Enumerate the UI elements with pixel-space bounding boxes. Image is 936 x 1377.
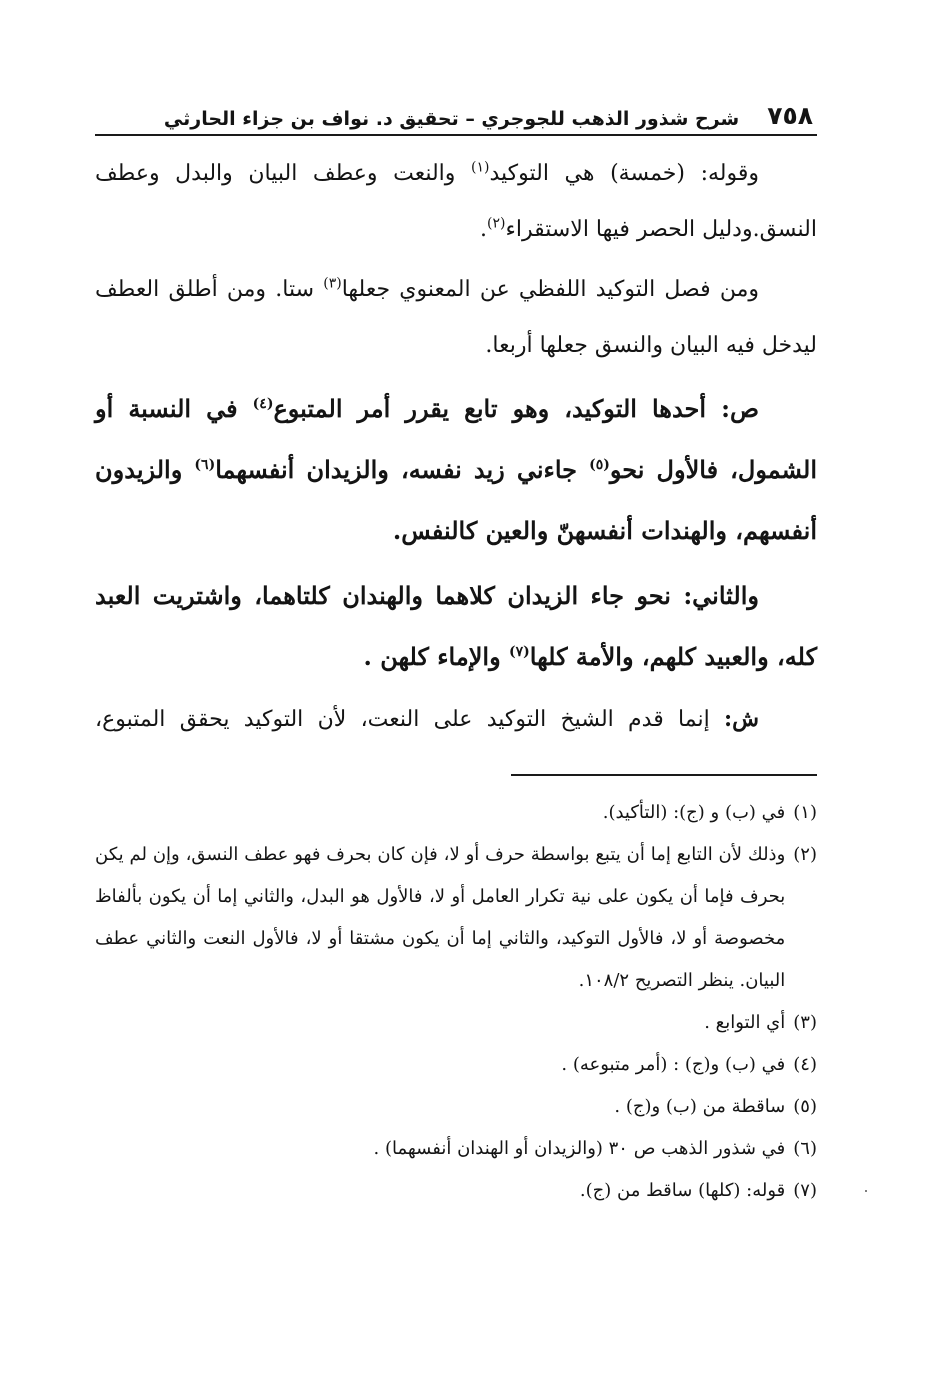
footnote-item bbox=[95, 1128, 817, 1170]
main-text bbox=[95, 146, 817, 748]
text-segment: ستا. ومن أطلق العطف ليدخل فيه البيان والنسق جعلها أربعا. bbox=[95, 277, 817, 358]
text-segment: إنما قدم الشيخ التوكيد على النعت، لأن التوكيد يحقق المتبوع، bbox=[95, 707, 725, 732]
paragraph-p3 bbox=[95, 378, 817, 561]
text-segment: . bbox=[480, 217, 488, 242]
footnote-item bbox=[95, 1086, 817, 1128]
footnote-divider bbox=[511, 774, 817, 776]
footnote-reference[interactable]: (٣) bbox=[323, 275, 342, 292]
footnote-reference[interactable]: (٦) bbox=[194, 457, 216, 473]
book-page bbox=[95, 90, 817, 1290]
footnote-reference[interactable]: (٤) bbox=[252, 396, 274, 412]
paragraph-p5 bbox=[95, 691, 817, 748]
text-segment: ص: أحدها التوكيد، وهو تابع يقرر أمر المتبوع bbox=[273, 394, 759, 423]
footnote-text: ساقطة من (ب) و(ج) . bbox=[614, 1096, 786, 1117]
footnote-number: (٣) bbox=[793, 1012, 817, 1033]
text-segment: جاءني زيد نفسه، والزيدان أنفسهما bbox=[215, 455, 590, 484]
running-title: شرح شذور الذهب للجوجري – تحقيق د. نواف بن جزاء الحارثي bbox=[163, 108, 740, 130]
page-number: ٧٥٨ bbox=[767, 101, 813, 130]
footnote-item bbox=[95, 792, 817, 834]
footnote-text: قوله: (كلها) ساقط من (ج). bbox=[579, 1180, 786, 1201]
text-segment: والنعت وعطف البيان والبدل وعطف النسق.ودليل الحصر فيها الاستقراء bbox=[95, 161, 817, 242]
footnote-item bbox=[95, 1002, 817, 1044]
text-segment: في النسبة أو الشمول، فالأول نحو bbox=[95, 394, 817, 484]
text-segment: والإماء كلهن . bbox=[363, 642, 510, 671]
footnote-reference[interactable]: (١) bbox=[471, 159, 490, 176]
footnote-number: (٧) bbox=[793, 1180, 817, 1201]
scan-speck bbox=[865, 1190, 867, 1192]
footnote-text: وذلك لأن التابع إما أن يتبع بواسطة حرف أو لا، فإن كان بحرف فهو عطف النسق، وإن لم يكن بحرف فإما أن يكون على نية تكرار العامل أو لا، فالأول هو البدل، والثاني إما أن يكون بألفاظ مخصوصة أو لا، فالأول التوكيد، والثاني إما أن يكون مشتقا أو لا، فالأول النعت والثاني عطف البيان. ينظر التصريح ١٠٨/٢. bbox=[95, 844, 786, 991]
text-segment: والثاني: نحو جاء الزيدان كلاهما والهندان كلتاهما، واشتريت العبد كله، والعبيد كلهم، والأمة كلها bbox=[95, 581, 817, 671]
footnote-item bbox=[95, 834, 817, 1002]
footnote-text: في شذور الذهب ص ٣٠ (والزيدان أو الهندان أنفسهما) . bbox=[373, 1138, 786, 1159]
text-segment: وقوله: (خمسة) هي التوكيد bbox=[489, 161, 760, 186]
footnote-text: في (ب) و(ج) : (أمر متبوعه) . bbox=[561, 1054, 786, 1075]
text-segment: ومن فصل التوكيد اللفظي عن المعنوي جعلها bbox=[341, 277, 759, 302]
paragraph-p4 bbox=[95, 565, 817, 687]
footnotes bbox=[95, 792, 817, 1212]
footnote-item bbox=[95, 1170, 817, 1212]
paragraph-p1 bbox=[95, 146, 817, 258]
footnote-text: في (ب) و (ج): (التأكيد). bbox=[602, 802, 786, 823]
paragraph-p2 bbox=[95, 262, 817, 374]
footnote-reference[interactable]: (٢) bbox=[487, 215, 506, 232]
page-header bbox=[95, 90, 817, 136]
section-marker: ش: bbox=[724, 706, 759, 732]
footnote-item bbox=[95, 1044, 817, 1086]
footnote-number: (٥) bbox=[793, 1096, 817, 1117]
footnote-reference[interactable]: (٧) bbox=[509, 644, 530, 660]
footnote-number: (٢) bbox=[793, 844, 817, 865]
footnote-reference[interactable]: (٥) bbox=[589, 457, 610, 473]
footnote-text: أي التوابع . bbox=[704, 1012, 786, 1033]
footnote-number: (١) bbox=[793, 802, 817, 823]
footnote-number: (٦) bbox=[793, 1138, 817, 1159]
footnote-number: (٤) bbox=[793, 1054, 817, 1075]
text-segment: والزيدون أنفسهم، والهندات أنفسهنّ والعين كالنفس. bbox=[95, 455, 817, 545]
